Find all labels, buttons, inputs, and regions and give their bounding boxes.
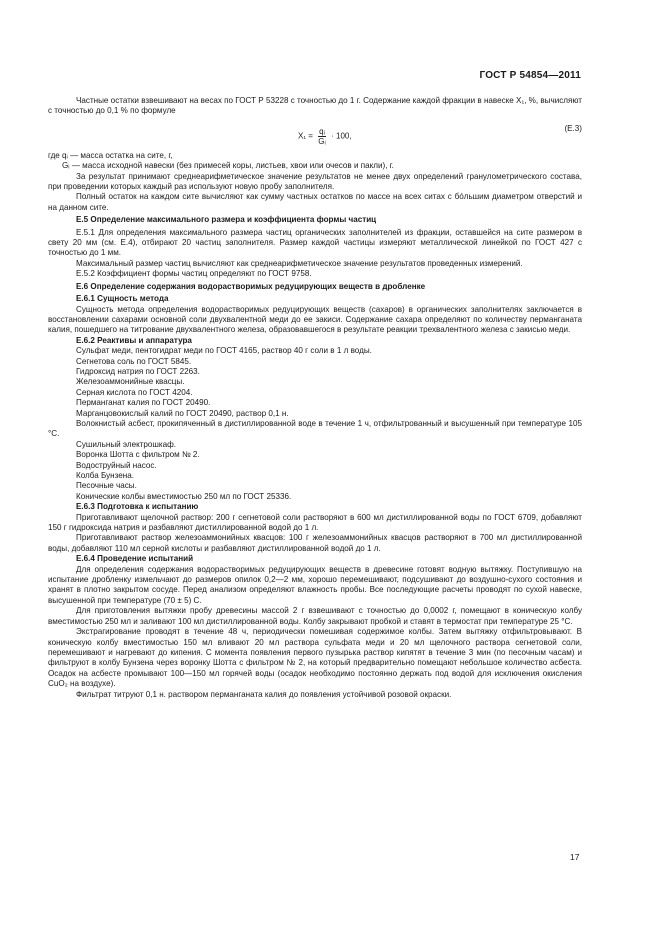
- formula-rhs: · 100,: [331, 131, 352, 141]
- reagent-item: Сегнетова соль по ГОСТ 5845.: [76, 356, 192, 366]
- equipment-item: Сушильный электрошкаф.: [76, 439, 177, 449]
- paragraph-e51b: Максимальный размер частиц вычисляют как среднеарифметическое значение результатов проведенных измерений.: [76, 258, 523, 268]
- paragraph-e64d: Фильтрат титруют 0,1 н. раствором перманганата калия до появления устойчивой розовой окраски.: [76, 689, 452, 699]
- formula-e3: [48, 121, 582, 151]
- reagent-item: Перманганат калия по ГОСТ 20490.: [76, 398, 211, 408]
- paragraph-e52: Е.5.2 Коэффициент формы частиц определяют по ГОСТ 9758.: [76, 269, 312, 279]
- formula-fraction: [318, 127, 326, 146]
- section-heading-e6: Е.6 Определение содержания водорастворимых редуцирующих веществ в дробленке: [76, 281, 426, 291]
- formula-numerator: qᵢ: [319, 126, 325, 136]
- reagent-item: Гидроксид натрия по ГОСТ 2263.: [76, 366, 200, 376]
- subsection-heading-e61: Е.6.1 Сущность метода: [76, 294, 169, 304]
- formula-expression: [298, 127, 352, 146]
- page-body: [48, 96, 582, 700]
- paragraph-e63a: Приготавливают щелочной раствор: 200 г сегнетовой соли растворяют в 600 мл дистиллированной воды по ГОСТ 6709, добавляют 150 г гидроксида натрия и разбавляют дистиллированной водой до 1 л.: [48, 512, 582, 533]
- paragraph-e51: Е.5.1 Для определения максимального размера частиц органических заполнителей из фракции, оставшейся на сите размером в свету 20 мм (см. Е.4), отбирают 20 частиц заполнителя. Размер каждой частицы измеряют металлической линейкой по ГОСТ 427 с точностью до 1 мм.: [48, 227, 582, 258]
- equipment-item: Водоструйный насос.: [76, 460, 157, 470]
- paragraph-e63b: Приготавливают раствор железоаммонийных квасцов: 100 г железоаммонийных квасцов растворяют в 700 мл дистиллированной воды, добавляют 110 мл серной кислоты и разбавляют дистиллированной водой до 1 л.: [48, 533, 582, 553]
- reagent-item: Сульфат меди, пентогидрат меди по ГОСТ 4165, раствор 40 г соли в 1 л воды.: [76, 346, 372, 356]
- paragraph-e64c: Экстрагирование проводят в течение 48 ч, периодически помешивая содержимое колбы. Затем вытяжку отфильтровывают. В коническую колбу вместимостью 150 мл вливают 20 мл раствора сульфата меди и 20 мл щелочного раствора сегнетовой соли, перемешивают и нагревают до кипения. С момента появления первого пузырька раствор кипятят в течение 3 мин (по песочным часам) и фильтруют в колбу Бунзена через воронку Шотта с фильтром № 2, на который предварительно помещают небольшое количество асбеста. Осадок на асбесте промывают 100—150 мл горячей воды (осадок необходимо постоянно держать под водой для исключения окисления CuO₂ на воздухе).: [48, 627, 582, 689]
- equipment-item: Песочные часы.: [76, 481, 137, 491]
- equipment-item: Воронка Шотта с фильтром № 2.: [76, 450, 200, 460]
- formula-lhs: X₁ =: [298, 131, 313, 141]
- formula-number: (Е.3): [564, 123, 582, 133]
- paragraph-e64b: Для приготовления вытяжки пробу древесины массой 2 г взвешивают с точностью до 0,0002 г, помещают в коническую колбу вместимостью 250 мл и заливают 100 мл дистиллированной воды. Колбу закрывают пробкой и ставят в термостат при температуре 25 °С.: [48, 606, 582, 626]
- reagent-item: Железоаммонийные квасцы.: [76, 377, 185, 387]
- paragraph-result: За результат принимают среднеарифметическое значение результатов не менее двух определений гранулометрического состава, при проведении которых каждый раз используют новую пробу заполнителя.: [48, 171, 582, 192]
- definition-q: где qᵢ — масса остатка на сите, г,: [48, 150, 173, 160]
- definition-g: Gᵢ — масса исходной навески (без примесей коры, листьев, хвои или очесов и пакли), г.: [62, 161, 394, 171]
- subsection-heading-e64: Е.6.4 Проведение испытаний: [76, 554, 194, 564]
- paragraph-partial-residues: Частные остатки взвешивают на весах по ГОСТ Р 53228 с точностью до 1 г. Содержание каждой фракции в навеске X₁, %, вычисляют с точностью до 0,1 % по формуле: [48, 96, 582, 116]
- paragraph-full-residue: Полный остаток на каждом сите вычисляют как сумму частных остатков по массе на всех ситах с бóльшим диаметром отверстий и на данном сите.: [48, 192, 582, 212]
- paragraph-e61: Сущность метода определения водорастворимых редуцирующих веществ (сахаров) в органических заполнителях заключается в восстановлении сахарами основной соли двухвалентной меди до ее закиси. Содержание сахара определяют по количеству перманганата калия, пошедшего на титрование двухвалентного железа, образовавшегося в результате реакции трехвалентного железа с закисью меди.: [48, 304, 582, 335]
- subsection-heading-e62: Е.6.2 Реактивы и аппаратура: [76, 335, 192, 345]
- section-heading-e5: Е.5 Определение максимального размера и коэффициента формы частиц: [76, 215, 377, 225]
- document-id-header: ГОСТ Р 54854—2011: [479, 70, 581, 81]
- equipment-item: Конические колбы вместимостью 250 мл по ГОСТ 25336.: [76, 491, 292, 501]
- formula-denominator: Gᵢ: [318, 136, 326, 146]
- reagent-item: Марганцовокислый калий по ГОСТ 20490, раствор 0,1 н.: [76, 408, 289, 418]
- paragraph-asbestos: Волокнистый асбест, прокипяченный в дистиллированной воде в течение 1 ч, отфильтрованный и высушенный при температуре 105 °С.: [48, 418, 582, 439]
- page-number: 17: [570, 852, 580, 862]
- equipment-item: Колба Бунзена.: [76, 471, 134, 480]
- reagent-item: Серная кислота по ГОСТ 4204.: [76, 387, 193, 397]
- paragraph-e64a: Для определения содержания водорастворимых редуцирующих веществ в древесине готовят водную вытяжку. Поступившую на испытание дробленку измельчают до размеров опилок 0,2—2 мм, хорошо перемешивают, подсушивают до воздушно-сухого состояния и хранят в плотно закрытом сосуде. Перед анализом определяют влажность пробы. Все последующие расчеты проводят по сухой навеске, высушенной при температуре (70 ± 5) С.: [48, 564, 582, 605]
- subsection-heading-e63: Е.6.3 Подготовка к испытанию: [76, 502, 199, 512]
